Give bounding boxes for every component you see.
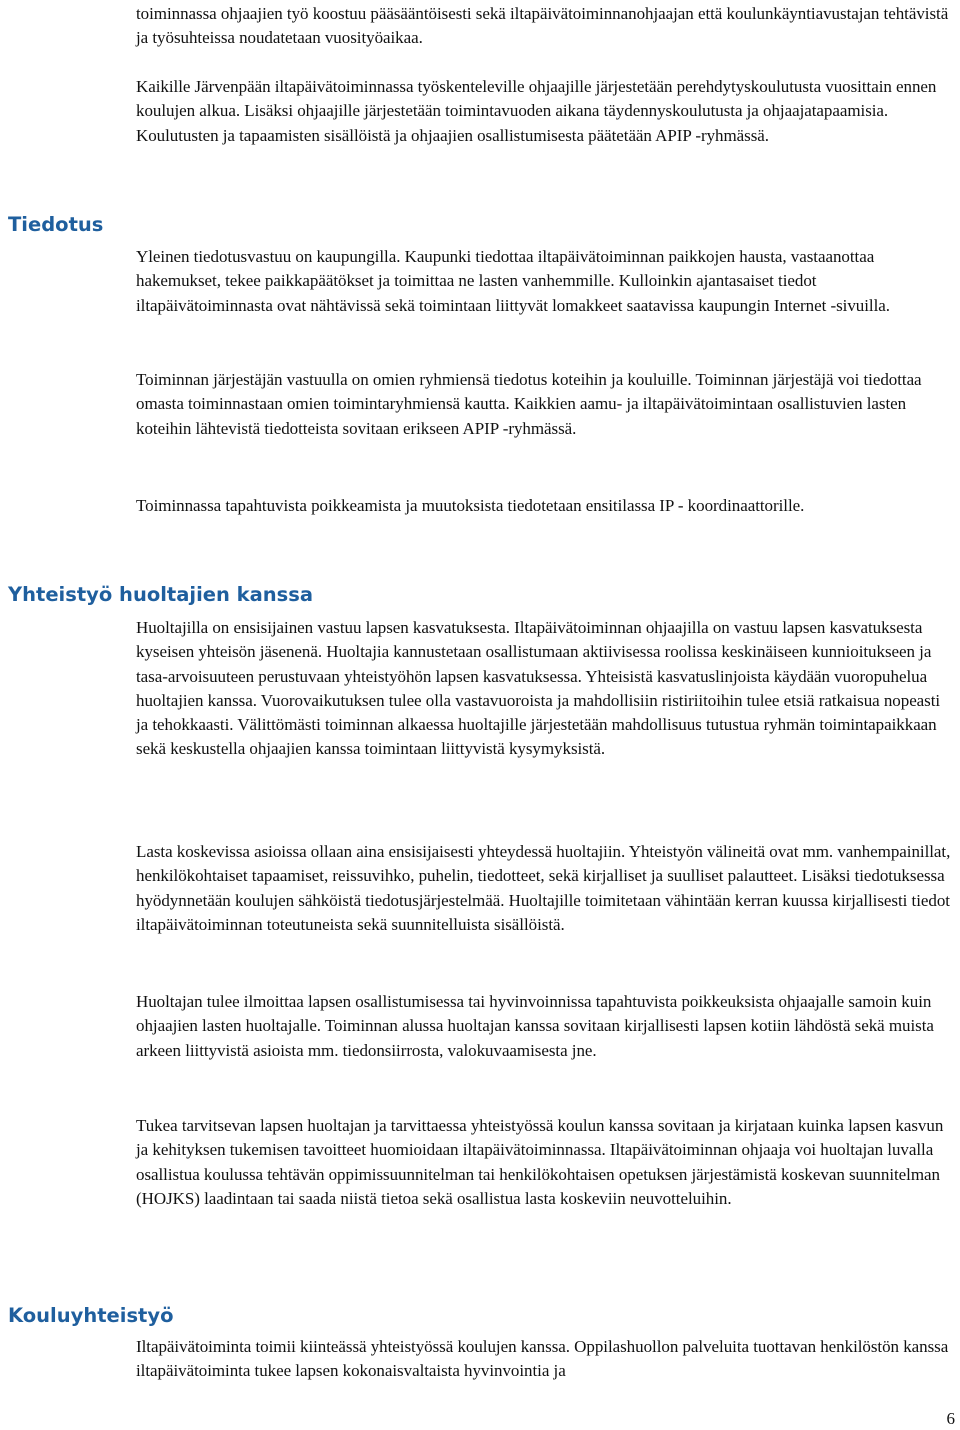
- tiedotus-paragraph-3: Toiminnassa tapahtuvista poikkeamista ja muutoksista tiedotetaan ensitilassa IP - koordinaattorille.: [136, 496, 805, 515]
- intro-paragraph-2: Kaikille Järvenpään iltapäivätoiminnassa työskenteleville ohjaajille järjestetään perehdytyskoulutusta vuosittain ennen koulujen alkua. Lisäksi ohjaajille järjestetään toimintavuoden aikana täydennyskoulutusta ja ohjaajatapaamisia. Koulutusten ja tapaamisten sisällöistä ja ohjaajien osallistumisesta päätetään APIP -ryhmässä.: [136, 77, 937, 145]
- kouluyhteistyo-paragraph-1: Iltapäivätoiminta toimii kiinteässä yhteistyössä koulujen kanssa. Oppilashuollon palveluita tuottavan henkilöstön kanssa iltapäivätoiminta tukee lapsen kokonaisvaltaista hyvinvointia ja: [136, 1337, 949, 1381]
- section-heading-tiedotus: Tiedotus: [8, 213, 104, 236]
- tiedotus-paragraph-2: Toiminnan järjestäjän vastuulla on omien ryhmiensä tiedotus koteihin ja kouluille. Toiminnan järjestäjä voi tiedottaa omasta toiminnastaan omien toimintaryhmiensä kautta. Kaikkien aamu- ja iltapäivätoimintaan osallistuvien lasten koteihin lähtevistä tiedotteista sovitaan erikseen APIP -ryhmässä.: [136, 370, 922, 438]
- section-heading-kouluyhteistyo: Kouluyhteistyö: [8, 1304, 174, 1327]
- yhteistyo-paragraph-2: Lasta koskevissa asioissa ollaan aina ensisijaisesti yhteydessä huoltajiin. Yhteistyön välineitä ovat mm. vanhempainillat, henkilökohtaiset tapaamiset, reissuvihko, puhelin, tiedotteet, sekä kirjalliset ja suulliset palautteet. Lisäksi tiedotuksessa hyödynnetään koulujen sähköistä tiedotusjärjestelmää. Huoltajille toimitetaan vähintään kerran kuussa kirjallisesti tiedot iltapäivätoiminnan toteutuneista sekä suunnitelluista sisällöistä.: [136, 842, 951, 934]
- yhteistyo-paragraph-4: Tukea tarvitsevan lapsen huoltajan ja tarvittaessa yhteistyössä koulun kanssa sovitaan ja kirjataan kuinka lapsen kasvun ja kehityksen tukemisen tavoitteet huomioidaan iltapäivätoiminnassa. Iltapäivätoiminnan ohjaaja voi huoltajan luvalla osallistua koulussa tehtävän oppimissuunnitelman tai henkilökohtaisen opetuksen järjestämistä koskevan suunnitelman (HOJKS) laadintaan tai saada niistä tietoa sekä osallistua lasta koskeviin neuvotteluihin.: [136, 1116, 944, 1208]
- section-heading-yhteistyo: Yhteistyö huoltajien kanssa: [8, 583, 314, 606]
- yhteistyo-paragraph-1: Huoltajilla on ensisijainen vastuu lapsen kasvatuksesta. Iltapäivätoiminnan ohjaajilla on vastuu lapsen kasvatuksesta kyseisen yhteisön jäsenenä. Huoltajia kannustetaan osallistumaan aktiivisessa roolissa keskinäiseen kunnioitukseen ja tasa-arvoisuuteen perustuvaan yhteistyöhön lapsen kasvatuksessa. Yhteisistä kasvatuslinjoista käydään vuoropuhelua huoltajien kanssa. Vuorovaikutuksen tulee olla vastavuoroista ja mahdollisiin ristiriitoihin tulee etsiä ratkaisua nopeasti ja tehokkaasti. Välittömästi toiminnan alkaessa huoltajille järjestetään mahdollisuus tutustua ryhmän toimintapaikkaan sekä keskustella ohjaajien kanssa toimintaan liittyvistä kysymyksistä.: [136, 618, 941, 759]
- page-number: 6: [946, 1409, 955, 1428]
- yhteistyo-paragraph-3: Huoltajan tulee ilmoittaa lapsen osallistumisessa tai hyvinvoinnissa tapahtuvista poikkeuksista ohjaajalle samoin kuin ohjaajien lasten huoltajalle. Toiminnan alussa huoltajan kanssa sovitaan kirjallisesti lapsen kotiin lähdöstä sekä muista arkeen liittyvistä asioista mm. tiedonsiirrosta, valokuvaamisesta jne.: [136, 992, 934, 1060]
- intro-paragraph-1: toiminnassa ohjaajien työ koostuu pääsääntöisesti sekä iltapäivätoiminnanohjaajan että koulunkäyntiavustajan tehtävistä ja työsuhteissa noudatetaan vuosityöaikaa.: [136, 4, 949, 48]
- tiedotus-paragraph-1: Yleinen tiedotusvastuu on kaupungilla. Kaupunki tiedottaa iltapäivätoiminnan paikkojen hausta, vastaanottaa hakemukset, tekee paikkapäätökset ja toimittaa ne lasten vanhemmille. Kulloinkin ajantasaiset tiedot iltapäivätoiminnasta ovat nähtävissä sekä toimintaan liittyvät lomakkeet saatavissa kaupungin Internet -sivuilla.: [136, 247, 890, 315]
